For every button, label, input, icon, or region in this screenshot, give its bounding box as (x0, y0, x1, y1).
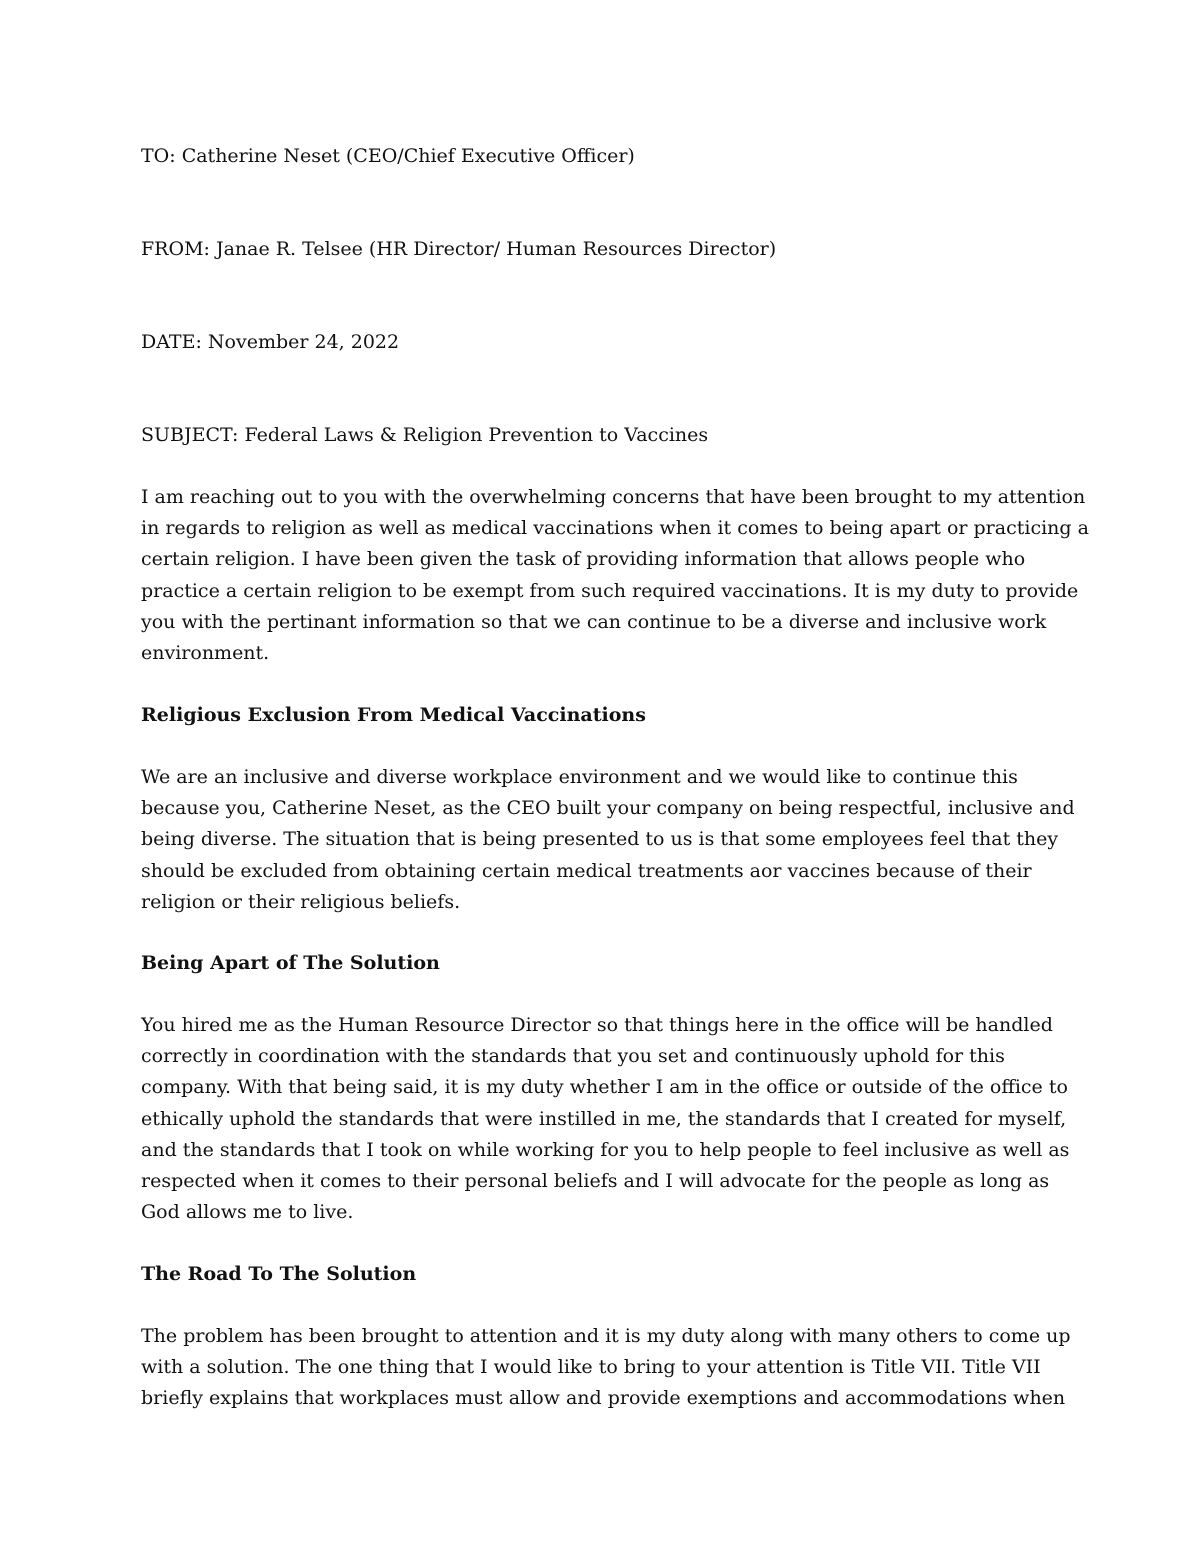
memo-to-line: TO: Catherine Neset (CEO/Chief Executive Officer) (141, 145, 635, 167)
paragraph-line: and the standards that I took on while working for you to help people to feel inclusive as well as (141, 1138, 1070, 1161)
paragraph-line: practice a certain religion to be exempt from such required vaccinations. It is my duty to provide (141, 579, 1079, 602)
section-heading-religious-exclusion: Religious Exclusion From Medical Vaccinations (141, 704, 646, 726)
paragraph-line: You hired me as the Human Resource Director so that things here in the office will be handled (141, 1014, 1053, 1036)
paragraph-line: in regards to religion as well as medical vaccinations when it comes to being apart or practicing a (141, 517, 1089, 540)
paragraph-line: religion or their religious beliefs. (141, 890, 461, 913)
paragraph-line: respected when it comes to their personal beliefs and I will advocate for the people as long as (141, 1170, 1050, 1193)
section-paragraph-being-apart (141, 1010, 1070, 1228)
section-paragraph-road-to-solution (141, 1321, 1071, 1415)
section-paragraph-religious-exclusion (141, 762, 1075, 918)
paragraph-line: you with the pertinant information so that we can continue to be a diverse and inclusive work (141, 610, 1047, 633)
memo-from-line: FROM: Janae R. Telsee (HR Director/ Human Resources Director) (141, 238, 777, 260)
paragraph-line: being diverse. The situation that is being presented to us is that some employees feel that they (141, 828, 1059, 851)
memo-subject-line: SUBJECT: Federal Laws & Religion Prevention to Vaccines (141, 424, 709, 446)
memo-date-line: DATE: November 24, 2022 (141, 331, 400, 353)
paragraph-line: God allows me to live. (141, 1201, 354, 1224)
paragraph-line: I am reaching out to you with the overwhelming concerns that have been brought to my attention (141, 486, 1086, 508)
intro-paragraph (141, 482, 1089, 669)
paragraph-line: because you, Catherine Neset, as the CEO built your company on being respectful, inclusive and (141, 797, 1075, 820)
paragraph-line: briefly explains that workplaces must allow and provide exemptions and accommodations when (141, 1387, 1066, 1410)
paragraph-line: We are an inclusive and diverse workplace environment and we would like to continue this (141, 766, 1018, 788)
paragraph-line: certain religion. I have been given the task of providing information that allows people who (141, 548, 1026, 571)
paragraph-line: environment. (141, 642, 270, 665)
section-heading-being-apart: Being Apart of The Solution (141, 952, 440, 974)
paragraph-line: The problem has been brought to attention and it is my duty along with many others to come up (141, 1325, 1071, 1347)
paragraph-line: with a solution. The one thing that I would like to bring to your attention is Title VII. Title VII (141, 1356, 1041, 1379)
paragraph-line: should be excluded from obtaining certain medical treatments aor vaccines because of their (141, 859, 1032, 882)
paragraph-line: company. With that being said, it is my duty whether I am in the office or outside of the office to (141, 1076, 1068, 1099)
paragraph-line: ethically uphold the standards that were instilled in me, the standards that I created for myself, (141, 1107, 1067, 1130)
section-heading-road-to-solution: The Road To The Solution (141, 1263, 417, 1285)
paragraph-line: correctly in coordination with the standards that you set and continuously uphold for this (141, 1045, 1005, 1068)
